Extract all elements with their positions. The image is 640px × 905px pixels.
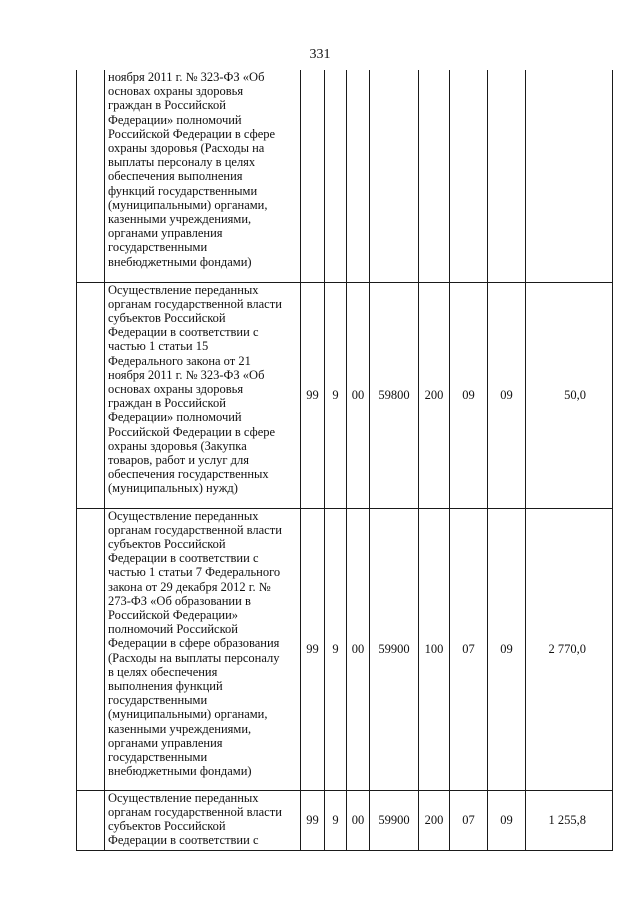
code-cell: 9 xyxy=(325,282,347,508)
amount-cell: 1 255,8 xyxy=(526,790,613,850)
code-cell: 09 xyxy=(488,508,526,790)
code-cell xyxy=(419,70,450,282)
code-cell xyxy=(370,70,419,282)
table-row xyxy=(77,790,613,850)
code-cell: 00 xyxy=(347,790,370,850)
table-row xyxy=(77,508,613,790)
code-cell xyxy=(347,70,370,282)
table-row xyxy=(77,70,613,282)
code-cell: 59900 xyxy=(370,790,419,850)
amount-cell: 2 770,0 xyxy=(526,508,613,790)
code-cell: 09 xyxy=(488,790,526,850)
budget-table xyxy=(76,70,613,851)
code-cell: 99 xyxy=(301,508,325,790)
code-cell: 07 xyxy=(450,508,488,790)
code-cell: 09 xyxy=(488,282,526,508)
expense-name-cell: ноября 2011 г. № 323-ФЗ «Об основах охраны здоровья граждан в Российской Федерации» полномочий Российской Федерации в сфере охраны здоровья (Расходы на выплаты персоналу в целях обеспечения выполнения функций государственными (муниципальными) органами, казенными учреждениями, органами управления государственными внебюджетными фондами) xyxy=(105,70,301,282)
expense-name-cell: Осуществление переданных органам государственной власти субъектов Российской Федерации в соответствии с xyxy=(105,790,301,850)
code-cell: 200 xyxy=(419,282,450,508)
row-stub-cell xyxy=(77,790,105,850)
amount-cell xyxy=(526,70,613,282)
code-cell: 9 xyxy=(325,790,347,850)
code-cell xyxy=(325,70,347,282)
code-cell xyxy=(488,70,526,282)
code-cell: 99 xyxy=(301,282,325,508)
code-cell: 07 xyxy=(450,790,488,850)
code-cell: 09 xyxy=(450,282,488,508)
row-stub-cell xyxy=(77,70,105,282)
expense-name-cell: Осуществление переданных органам государственной власти субъектов Российской Федерации в соответствии с частью 1 статьи 15 Федерального закона от 21 ноября 2011 г. № 323-ФЗ «Об основах охраны здоровья граждан в Российской Федерации» полномочий Российской Федерации в сфере охраны здоровья (Закупка товаров, работ и услуг для обеспечения государственных (муниципальных) нужд) xyxy=(105,282,301,508)
code-cell: 59800 xyxy=(370,282,419,508)
page-number: 331 xyxy=(309,47,331,62)
code-cell: 100 xyxy=(419,508,450,790)
amount-cell: 50,0 xyxy=(526,282,613,508)
code-cell: 99 xyxy=(301,790,325,850)
code-cell: 00 xyxy=(347,282,370,508)
code-cell: 00 xyxy=(347,508,370,790)
table-row xyxy=(77,282,613,508)
code-cell: 200 xyxy=(419,790,450,850)
row-stub-cell xyxy=(77,282,105,508)
code-cell: 9 xyxy=(325,508,347,790)
row-stub-cell xyxy=(77,508,105,790)
code-cell xyxy=(301,70,325,282)
code-cell xyxy=(450,70,488,282)
expense-name-cell: Осуществление переданных органам государственной власти субъектов Российской Федерации в соответствии с частью 1 статьи 7 Федерального закона от 29 декабря 2012 г. № 273-ФЗ «Об образовании в Российской Федерации» полномочий Российской Федерации в сфере образования (Расходы на выплаты персоналу в целях обеспечения выполнения функций государственными (муниципальными) органами, казенными учреждениями, органами управления государственными внебюджетными фондами) xyxy=(105,508,301,790)
code-cell: 59900 xyxy=(370,508,419,790)
